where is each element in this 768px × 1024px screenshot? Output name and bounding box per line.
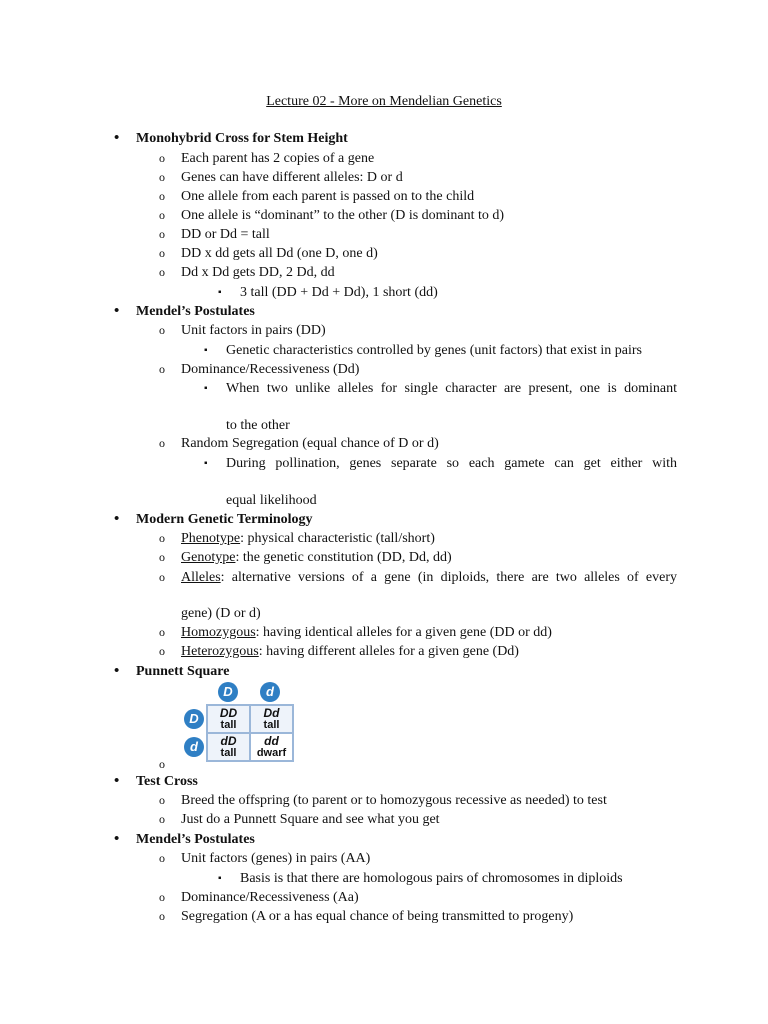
section-heading-monohybrid: • Monohybrid Cross for Stem Height bbox=[114, 130, 348, 146]
term-alleles: Alleles bbox=[181, 570, 221, 585]
sub-list-item: ▪ When two unlike alleles for single character are present, one is dominant bbox=[204, 381, 677, 396]
section-heading-terminology: • Modern Genetic Terminology bbox=[114, 511, 313, 527]
list-item: o Just do a Punnett Square and see what you get bbox=[159, 812, 440, 827]
list-item: o Alleles: alternative versions of a gene (in diploids, there are two alleles of every bbox=[159, 570, 677, 585]
term-heterozygous: Heterozygous bbox=[181, 644, 259, 659]
punnett-cell: dD tall bbox=[207, 733, 250, 761]
list-item: o One allele is “dominant” to the other (D is dominant to d) bbox=[159, 208, 505, 223]
sub-list-item-continuation: equal likelihood bbox=[226, 493, 317, 508]
list-item: o Phenotype: physical characteristic (tall/short) bbox=[159, 531, 435, 546]
list-item: o Each parent has 2 copies of a gene bbox=[159, 151, 375, 166]
list-item: o Segregation (A or a has equal chance of being transmitted to progeny) bbox=[159, 909, 574, 924]
list-item: o Unit factors in pairs (DD) bbox=[159, 323, 326, 338]
list-item: o Genotype: the genetic constitution (DD, Dd, dd) bbox=[159, 550, 452, 565]
term-genotype: Genotype bbox=[181, 550, 236, 565]
column-allele-badge: D bbox=[218, 682, 238, 702]
list-item: o Random Segregation (equal chance of D or d) bbox=[159, 436, 439, 451]
list-item-continuation: gene) (D or d) bbox=[181, 606, 261, 621]
list-item: o Dominance/Recessiveness (Aa) bbox=[159, 890, 359, 905]
term-phenotype: Phenotype bbox=[181, 531, 241, 546]
bullet-marker: • bbox=[114, 130, 120, 146]
sub-list-item: ▪ Genetic characteristics controlled by genes (unit factors) that exist in pairs bbox=[204, 343, 642, 358]
punnett-cell: Dd tall bbox=[250, 705, 293, 733]
list-item: o DD x dd gets all Dd (one D, one d) bbox=[159, 246, 378, 261]
section-heading-testcross: • Test Cross bbox=[114, 773, 198, 789]
list-item: o Heterozygous: having different alleles for a given gene (Dd) bbox=[159, 644, 519, 659]
punnett-cell: DD tall bbox=[207, 705, 250, 733]
list-item: o Breed the offspring (to parent or to homozygous recessive as needed) to test bbox=[159, 793, 607, 808]
row-allele-badge: D bbox=[184, 709, 204, 729]
list-item: o Genes can have different alleles: D or d bbox=[159, 170, 403, 185]
sub-list-item: ▪ 3 tall (DD + Dd + Dd), 1 short (dd) bbox=[218, 285, 438, 300]
sub-list-item: ▪ Basis is that there are homologous pairs of chromosomes in diploids bbox=[218, 871, 623, 886]
section-heading-postulates-2: • Mendel’s Postulates bbox=[114, 831, 255, 847]
punnett-square bbox=[184, 682, 296, 766]
list-item: o Dominance/Recessiveness (Dd) bbox=[159, 362, 360, 377]
sub-list-item-continuation: to the other bbox=[226, 418, 290, 433]
section-heading-postulates: • Mendel’s Postulates bbox=[114, 303, 255, 319]
page-title: Lecture 02 - More on Mendelian Genetics bbox=[266, 94, 502, 109]
list-item: o Unit factors (genes) in pairs (AA) bbox=[159, 851, 371, 866]
punnett-grid bbox=[206, 704, 294, 762]
punnett-cell: dd dwarf bbox=[250, 733, 293, 761]
term-homozygous: Homozygous bbox=[181, 625, 256, 640]
list-item: o Homozygous: having identical alleles for a given gene (DD or dd) bbox=[159, 625, 552, 640]
list-item: o DD or Dd = tall bbox=[159, 227, 270, 242]
row-allele-badge: d bbox=[184, 737, 204, 757]
column-allele-badge: d bbox=[260, 682, 280, 702]
sub-list-item: ▪ During pollination, genes separate so each gamete can get either with bbox=[204, 456, 677, 471]
section-heading-punnett: • Punnett Square bbox=[114, 663, 230, 679]
list-item: o One allele from each parent is passed on to the child bbox=[159, 189, 475, 204]
list-item: o Dd x Dd gets DD, 2 Dd, dd bbox=[159, 265, 335, 280]
